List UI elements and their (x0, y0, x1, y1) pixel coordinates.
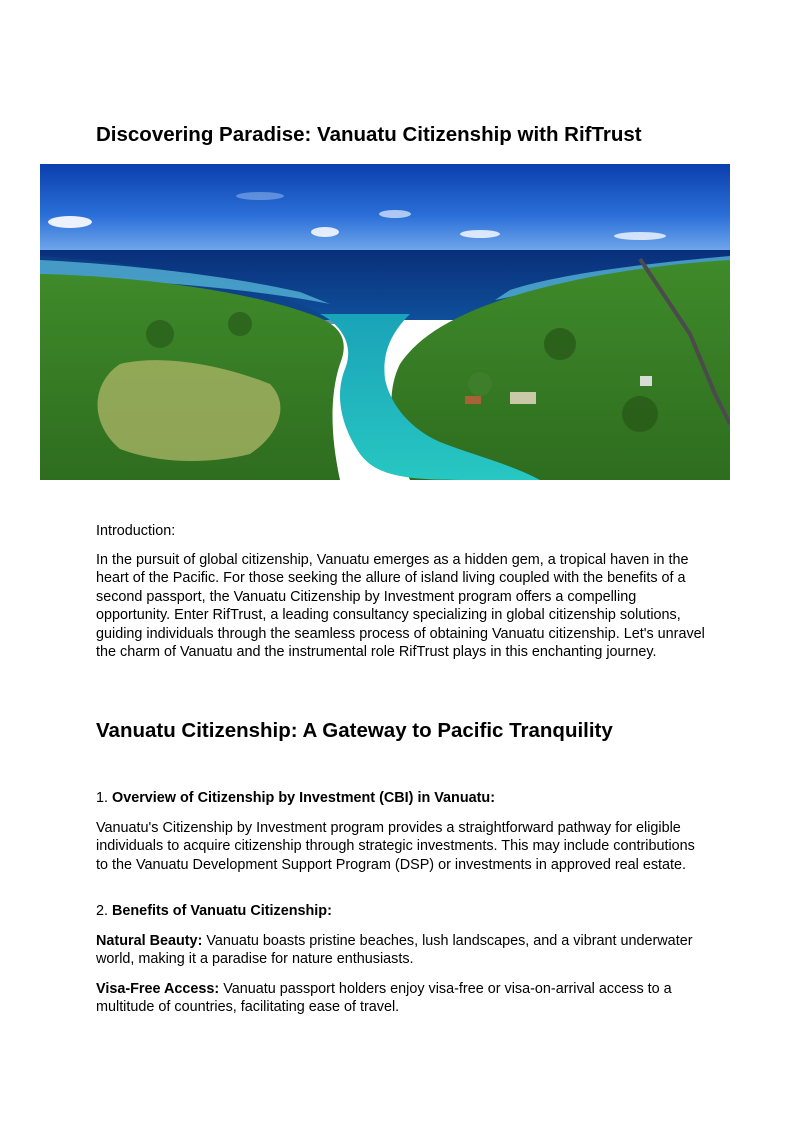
list-item-2-title: Benefits of Vanuatu Citizenship: (112, 903, 332, 919)
benefit-label: Natural Beauty: (96, 933, 203, 949)
intro-paragraph: In the pursuit of global citizenship, Vanuatu emerges as a hidden gem, a tropical haven in the heart of the Pacific. For those seeking the allure of island living coupled with the benefits of a second passport, the Vanuatu Citizenship by Investment program offers a compelling opportunity. Enter RifTrust, a leading consultancy specializing in global citizenship solutions, guiding individuals through the seamless process of obtaining Vanuatu citizenship. Let's unravel the charm of Vanuatu and the instrumental role RifTrust plays in this enchanting journey. (96, 552, 705, 661)
intro-label: Introduction: (96, 523, 176, 539)
list-item-1-number: 1. (96, 790, 112, 806)
benefit-text: Vanuatu passport holders enjoy visa-free or visa-on-arrival access to a multitude of countries, facilitating ease of travel. (96, 981, 672, 1016)
list-item-1-title: Overview of Citizenship by Investment (CBI) in Vanuatu: (112, 790, 496, 806)
section-heading: Vanuatu Citizenship: A Gateway to Pacific Tranquility (96, 719, 613, 742)
benefit-visa-free-access (96, 980, 706, 1017)
list-item-1-body: Vanuatu's Citizenship by Investment program provides a straightforward pathway for eligible individuals to acquire citizenship through strategic investments. This may include contributions to the Vanuatu Development Support Program (DSP) or investments in approved real estate. (96, 820, 695, 873)
benefit-natural-beauty (96, 932, 706, 969)
list-item-2-heading (96, 902, 706, 920)
page-title: Discovering Paradise: Vanuatu Citizenship with RifTrust (96, 123, 642, 146)
list-item-1-heading (96, 789, 706, 807)
hero-image-aerial-coast (40, 164, 730, 480)
benefit-label: Visa-Free Access: (96, 981, 220, 997)
benefit-text: Vanuatu boasts pristine beaches, lush landscapes, and a vibrant underwater world, making it a paradise for nature enthusiasts. (96, 933, 693, 968)
list-item-2-number: 2. (96, 903, 112, 919)
